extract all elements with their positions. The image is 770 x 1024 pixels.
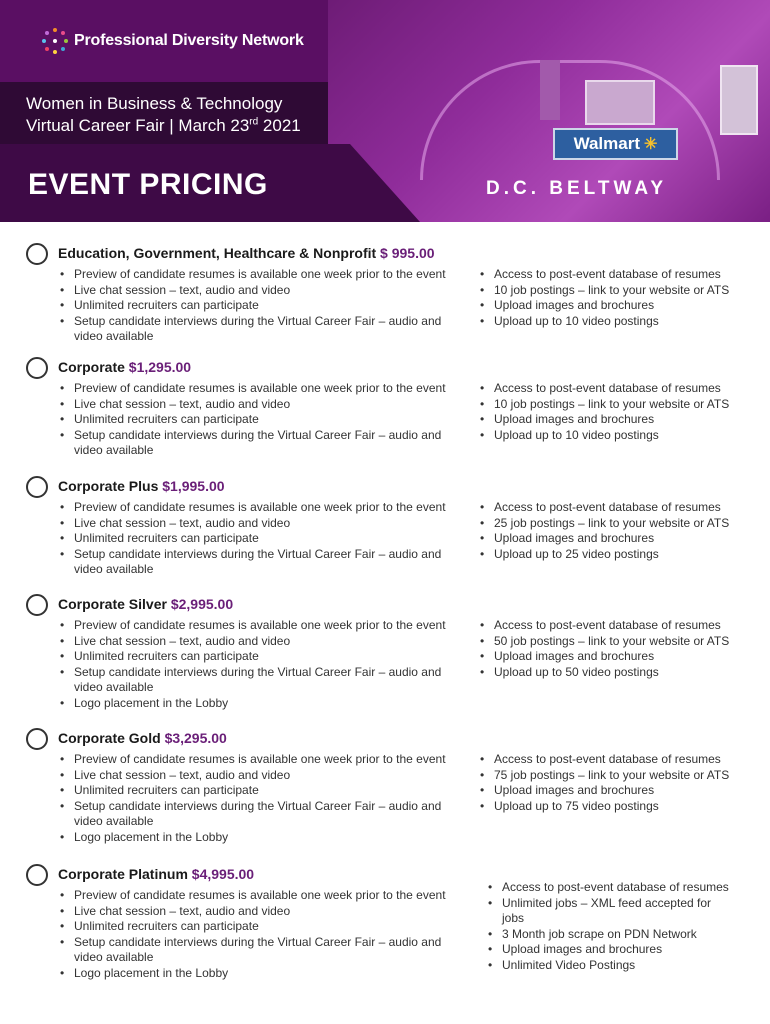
tier-price: $4,995.00 <box>191 866 255 882</box>
tier-title <box>58 866 254 882</box>
sponsor-sign <box>553 128 678 160</box>
list-item: • Unlimited recruiters can participate <box>58 412 468 428</box>
list-item: • Setup candidate interviews during the Virtual Career Fair – audio and video available <box>58 935 468 966</box>
list-item: • Preview of candidate resumes is available one week prior to the event <box>58 267 468 283</box>
list-item: • Unlimited recruiters can participate <box>58 531 468 547</box>
tier-name: Corporate <box>58 359 125 375</box>
list-item: • Unlimited Video Postings <box>486 958 736 974</box>
list-item: • Upload up to 10 video postings <box>478 428 733 444</box>
tier-features-right <box>478 752 758 814</box>
tier-features-right <box>478 618 758 680</box>
list-item: • Preview of candidate resumes is available one week prior to the event <box>58 618 468 634</box>
header-banner <box>0 0 770 222</box>
tier-title <box>58 359 191 375</box>
list-item: • Live chat session – text, audio and video <box>58 283 468 299</box>
booth-banner <box>540 60 560 120</box>
tier-price: $1,295.00 <box>128 359 192 375</box>
list-item: • Setup candidate interviews during the Virtual Career Fair – audio and video available <box>58 665 468 696</box>
list-item: • Access to post-event database of resumes <box>478 752 758 768</box>
tier-features-left <box>58 381 468 459</box>
list-item: • Access to post-event database of resumes <box>478 267 758 283</box>
tier-name: Education, Government, Healthcare & Nonprofit <box>58 245 377 261</box>
list-item: • 10 job postings – link to your website or ATS <box>478 397 733 413</box>
tier-title <box>58 596 233 612</box>
list-item: • Unlimited recruiters can participate <box>58 298 468 314</box>
region-label: D.C. BELTWAY <box>486 178 668 199</box>
tier-features-right <box>478 267 758 329</box>
pdn-logo-icon <box>42 28 68 54</box>
list-item: • Access to post-event database of resumes <box>478 500 758 516</box>
list-item: • 25 job postings – link to your website or ATS <box>478 516 758 532</box>
list-item: • Access to post-event database of resumes <box>478 618 758 634</box>
event-date-suffix: rd <box>249 116 259 128</box>
list-item: • 3 Month job scrape on PDN Network <box>486 927 736 943</box>
event-date-year: 2021 <box>258 116 301 135</box>
tier-features-left <box>58 618 468 711</box>
tier-price: $1,995.00 <box>162 478 225 494</box>
event-date <box>26 116 301 136</box>
list-item: • Setup candidate interviews during the Virtual Career Fair – audio and video available <box>58 547 468 578</box>
tier-features-right <box>486 880 736 973</box>
tier-radio[interactable] <box>26 243 48 265</box>
pdn-logo <box>42 28 304 54</box>
list-item: • Upload images and brochures <box>478 298 758 314</box>
tier-name: Corporate Platinum <box>58 866 188 882</box>
tier-price: $2,995.00 <box>170 596 234 612</box>
tier-name: Corporate Gold <box>58 730 161 746</box>
list-item: • Access to post-event database of resumes <box>478 381 733 397</box>
tier-radio[interactable] <box>26 476 48 498</box>
list-item: • Preview of candidate resumes is available one week prior to the event <box>58 888 468 904</box>
tier-features-left <box>58 752 468 845</box>
event-date-text: Virtual Career Fair | March 23 <box>26 116 250 135</box>
list-item: • Preview of candidate resumes is available one week prior to the event <box>58 752 468 768</box>
tier-features-right <box>478 500 758 562</box>
list-item: • Live chat session – text, audio and video <box>58 516 468 532</box>
tier-radio[interactable] <box>26 864 48 886</box>
list-item: • Preview of candidate resumes is available one week prior to the event <box>58 381 468 397</box>
tier-name: Corporate Silver <box>58 596 167 612</box>
list-item: • Upload up to 10 video postings <box>478 314 758 330</box>
list-item: • Upload up to 50 video postings <box>478 665 758 681</box>
tier-features-right <box>478 381 733 443</box>
tier-radio[interactable] <box>26 357 48 379</box>
list-item: • Upload images and brochures <box>478 412 733 428</box>
list-item: • Setup candidate interviews during the Virtual Career Fair – audio and video available <box>58 314 468 345</box>
list-item: • Upload images and brochures <box>478 649 758 665</box>
tier-title <box>58 730 227 746</box>
list-item: • Upload up to 75 video postings <box>478 799 758 815</box>
tier-title <box>58 245 435 261</box>
list-item: • Logo placement in the Lobby <box>58 966 468 982</box>
tier-price: $3,295.00 <box>164 730 227 746</box>
logo-text: Professional Diversity Network <box>74 32 304 49</box>
tier-radio[interactable] <box>26 594 48 616</box>
page-title: EVENT PRICING <box>28 168 268 201</box>
tier-features-left <box>58 267 468 345</box>
event-name: Women in Business & Technology <box>26 94 283 113</box>
list-item: • Unlimited jobs – XML feed accepted for jobs <box>486 896 736 927</box>
tier-title <box>58 478 225 494</box>
subtitle-block <box>0 82 328 144</box>
list-item: • Setup candidate interviews during the Virtual Career Fair – audio and video available <box>58 799 468 830</box>
tier-name: Corporate Plus <box>58 478 159 494</box>
list-item: • Live chat session – text, audio and video <box>58 397 468 413</box>
sponsor-sign-text: Walmart <box>573 134 641 153</box>
list-item: • Unlimited recruiters can participate <box>58 649 468 665</box>
list-item: • 10 job postings – link to your website or ATS <box>478 283 758 299</box>
tier-features-left <box>58 500 468 578</box>
list-item: • Setup candidate interviews during the Virtual Career Fair – audio and video available <box>58 428 468 459</box>
list-item: • 50 job postings – link to your website or ATS <box>478 634 758 650</box>
list-item: • 75 job postings – link to your website or ATS <box>478 768 758 784</box>
list-item: • Upload images and brochures <box>478 783 758 799</box>
tier-radio[interactable] <box>26 728 48 750</box>
tier-features-left <box>58 888 468 981</box>
list-item: • Upload up to 25 video postings <box>478 547 758 563</box>
list-item: • Access to post-event database of resumes <box>486 880 736 896</box>
list-item: • Upload images and brochures <box>486 942 736 958</box>
list-item: • Upload images and brochures <box>478 531 758 547</box>
list-item: • Unlimited recruiters can participate <box>58 783 468 799</box>
spark-icon: ✳ <box>644 136 658 153</box>
list-item: • Live chat session – text, audio and video <box>58 768 468 784</box>
list-item: • Live chat session – text, audio and video <box>58 634 468 650</box>
list-item: • Preview of candidate resumes is available one week prior to the event <box>58 500 468 516</box>
list-item: • Live chat session – text, audio and video <box>58 904 468 920</box>
booth-video-screen <box>585 80 655 125</box>
list-item: • Unlimited recruiters can participate <box>58 919 468 935</box>
list-item: • Logo placement in the Lobby <box>58 696 468 712</box>
tier-price: $ 995.00 <box>380 245 435 261</box>
booth-side-panel <box>720 65 758 135</box>
list-item: • Logo placement in the Lobby <box>58 830 468 846</box>
